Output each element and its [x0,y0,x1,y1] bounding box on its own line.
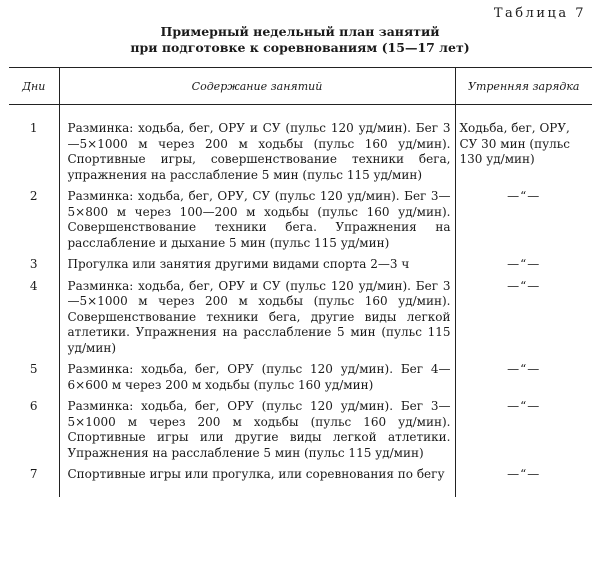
morning-exercise-ditto: —“— [507,399,541,413]
session-content: Прогулка или занятия другими видами спорта 2—3 ч [59,251,455,273]
morning-exercise-ditto: —“— [507,362,541,376]
day-number: 2 [29,189,38,203]
title-line-2: при подготовке к соревнованиям (15—17 лет) [130,40,470,55]
table-row [9,105,592,184]
session-content: Разминка: ходьба, бег, ОРУ (пульс 120 уд/мин). Бег 4—6×600 м через 200 м ходьбы (пульс 160 уд/мин) [59,356,455,393]
title-line-1: Примерный недельный план занятий [160,24,440,39]
table-row [9,251,592,273]
day-number: 1 [29,121,38,135]
header-days: Дни [9,68,59,105]
session-content: Спортивные игры или прогулка, или соревнования по бегу [59,461,455,497]
day-number: 6 [29,399,38,413]
table-row [9,183,592,251]
session-content: Разминка: ходьба, бег, ОРУ (пульс 120 уд/мин). Бег 3—5×1000 м через 200 м ходьбы (пульс 160 уд/мин). Спортивные игры или другие виды легкой атлетики. Упражнения на расслабление 5 мин (пульс 115 уд/мин) [59,393,455,461]
table-label: Таблица 7 [493,6,586,21]
morning-exercise-ditto: —“— [507,189,541,203]
header-morning: Утренняя зарядка [455,68,592,105]
day-number: 7 [29,467,38,481]
header-content: Содержание занятий [59,68,455,105]
header-row [9,68,592,105]
day-number: 5 [29,362,38,376]
table-title [0,24,600,56]
session-content: Разминка: ходьба, бег, ОРУ, СУ (пульс 120 уд/мин). Бег 3—5×800 м через 100—200 м ходьбы (пульс 160 уд/мин). Совершенствование техники бега. Упражнения на расслабление и дыхание 5 мин (пульс 115 уд/мин) [59,183,455,251]
session-content: Разминка: ходьба, бег, ОРУ и СУ (пульс 120 уд/мин). Бег 3—5×1000 м через 200 м ходьбы (пульс 160 уд/мин). Совершенствование техники бега, другие виды легкой атлетики. Упражнения на расслабление 5 мин (пульс 115 уд/мин) [59,273,455,357]
session-content: Разминка: ходьба, бег, ОРУ и СУ (пульс 120 уд/мин). Бег 3—5×1000 м через 200 м ходьбы (пульс 160 уд/мин). Спортивные игры, совершенствование техники бега, упражнения на расслабление 5 мин (пульс 115 уд/мин) [59,105,455,184]
table-row [9,393,592,461]
morning-exercise-ditto: —“— [507,278,541,293]
table-row [9,356,592,393]
day-number: 4 [29,278,38,293]
table-row [9,273,592,357]
morning-exercise: Ходьба, бег, ОРУ, СУ 30 мин (пульс 130 уд/мин) [459,121,571,166]
training-plan-table [9,67,592,497]
morning-exercise-ditto: —“— [507,467,541,481]
table-row [9,461,592,497]
day-number: 3 [29,257,38,271]
morning-exercise-ditto: —“— [507,257,541,271]
